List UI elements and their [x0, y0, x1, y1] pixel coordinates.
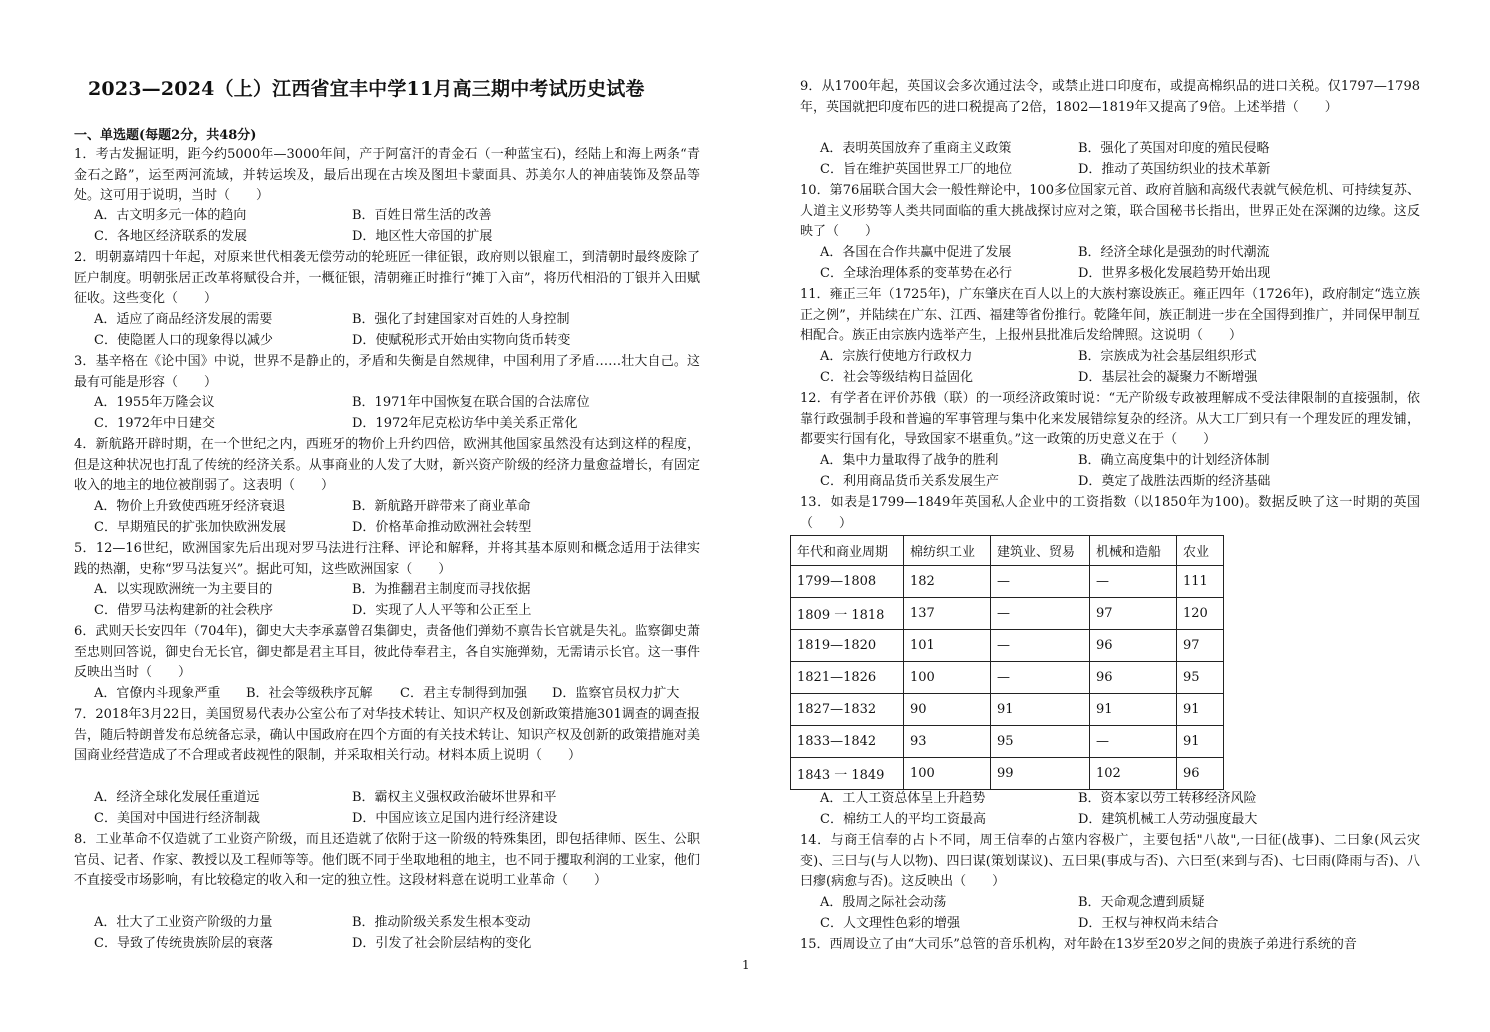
table-row	[791, 726, 1224, 758]
option-a: A．古文明多元一体的趋向	[94, 208, 247, 223]
option-a: A．1955年万隆会议	[94, 395, 215, 410]
option-c: C．君主专制得到加强	[400, 686, 527, 701]
question-14: 14．与商王信奉的占卜不同，周王信奉的占筮内容极广，主要包括"八故",一曰征(战事)、二曰象(风云灾变)、三曰与(与人以物)、四曰谋(策划谋议)、五曰果(事成与否)、六曰至(来到与否)、七曰雨(降雨与否)、八曰瘳(病愈与否)。这反映出（ ）	[800, 833, 1420, 890]
option-b: B．推动阶级关系发生根本变动	[352, 915, 531, 930]
table-row	[791, 662, 1224, 694]
question-12: 12．有学者在评价苏俄（联）的一项经济政策时说：“无产阶级专政被理解成不受法律限制的直接强制，依靠行政强制手段和普遍的军事管理与集中化来发展错综复杂的经济。从大工厂到只有一个理发匠的理发铺，都要实行国有化，导致国家不堪重负。”这一政策的历史意义在于（ ）	[800, 391, 1420, 448]
table-cell: 95	[991, 726, 1090, 758]
table-cell: 120	[1177, 598, 1224, 630]
question-9: 9．从1700年起，英国议会多次通过法令，或禁止进口印度布，或提高棉织品的进口关税。仅1797—1798年，英国就把印度布匹的进口税提高了2倍，1802—1819年又提高了9倍。上述举措（ ）	[800, 79, 1420, 115]
table-cell: 90	[904, 694, 991, 726]
option-a: A．表明英国放弃了重商主义政策	[820, 141, 1012, 156]
option-b: B．1971年中国恢复在联合国的合法席位	[352, 395, 590, 410]
option-b: B．强化了封建国家对百姓的人身控制	[352, 312, 570, 327]
table-cell: 1833—1842	[791, 726, 904, 758]
option-d: D．奠定了战胜法西斯的经济基础	[1078, 474, 1271, 489]
question-15: 15．西周设立了由“大司乐”总管的音乐机构，对年龄在13岁至20岁之间的贵族子弟进行系统的音	[800, 937, 1357, 952]
option-a: A．殷周之际社会动荡	[820, 895, 947, 910]
table-cell: 91	[1090, 694, 1177, 726]
question-5: 5．12—16世纪，欧洲国家先后出现对罗马法进行注释、评论和解释，并将其基本原则和概念适用于法律实践的热潮，史称“罗马法复兴”。据此可知，这些欧洲国家（ ）	[74, 541, 700, 577]
table-cell: —	[991, 598, 1090, 630]
option-c: C．使隐匿人口的现象得以减少	[94, 333, 273, 348]
table-cell: 182	[904, 566, 991, 598]
table-cell: 91	[1177, 694, 1224, 726]
table-cell: 97	[1177, 630, 1224, 662]
table-cell: 137	[904, 598, 991, 630]
table-row	[791, 694, 1224, 726]
option-a: A．集中力量取得了战争的胜利	[820, 453, 999, 468]
table-cell: 96	[1090, 630, 1177, 662]
table-cell: 96	[1177, 758, 1224, 790]
option-d: D．实现了人人平等和公正至上	[352, 603, 532, 618]
section-heading: 一、单选题(每题2分，共48分)	[74, 128, 257, 143]
option-c: C．早期殖民的扩张加快欧洲发展	[94, 520, 286, 535]
option-c: C．导致了传统贵族阶层的衰落	[94, 936, 273, 951]
table-cell: —	[991, 566, 1090, 598]
option-a: A．经济全球化发展任重道远	[94, 790, 260, 805]
table-row	[791, 566, 1224, 598]
option-d: D．价格革命推动欧洲社会转型	[352, 520, 532, 535]
table-cell: 1843 一 1849	[791, 758, 904, 790]
option-c: C．棉纺工人的平均工资最高	[820, 812, 986, 827]
option-b: B．为推翻君主制度而寻找依据	[352, 582, 531, 597]
table-header-row	[791, 536, 1224, 566]
table-cell: 1821—1826	[791, 662, 904, 694]
table-header-cell: 机械和造船	[1090, 536, 1177, 566]
option-d: D．监察官员权力扩大	[552, 686, 680, 701]
page-title: 2023—2024（上）江西省宜丰中学11月高三期中考试历史试卷	[88, 78, 645, 100]
option-d: D．建筑机械工人劳动强度最大	[1078, 812, 1258, 827]
option-a: A．壮大了工业资产阶级的力量	[94, 915, 273, 930]
question-11: 11．雍正三年（1725年)，广东肇庆在百人以上的大族村寨设族正。雍正四年（1726年)，政府制定“选立族正之例”，并陆续在广东、江西、福建等省份推行。乾隆年间，族正制进一步在全国得到推广，并同保甲制互相配合。族正由宗族内选举产生，上报州县批准后发给牌照。这说明（ ）	[800, 287, 1420, 344]
option-d: D．基层社会的凝聚力不断增强	[1078, 370, 1258, 385]
table-header-cell: 建筑业、贸易	[991, 536, 1090, 566]
question-6: 6．武则天长安四年（704年)，御史大夫李承嘉曾召集御史，责备他们弹劾不禀告长官就是失礼。监察御史萧至忠则回答说，御史台无长官，御史都是君主耳目，彼此侍奉君主，各自实施弹劾，无需请示长官。这一事件反映出当时（ ）	[74, 624, 700, 681]
question-1: 1．考古发掘证明，距今约5000年—3000年间，产于阿富汗的青金石（一种蓝宝石)，经陆上和海上两条“青金石之路”，运至两河流域，并转运埃及，最后出现在古埃及图坦卡蒙面具、苏美尔人的神庙装饰及祭品等处。这可用于说明，当时（ ）	[74, 147, 700, 204]
table-cell: 95	[1177, 662, 1224, 694]
question-7: 7．2018年3月22日，美国贸易代表办公室公布了对华技术转让、知识产权及创新政策措施301调查的调查报告，随后特朗普发布总统备忘录，确认中国政府在四个方面的有关技术转让、知识产权及创新的政策措施对美国商业经营造成了不合理或者歧视性的限制，并采取相关行动。材料本质上说明（ ）	[74, 707, 700, 764]
table-header-cell: 农业	[1177, 536, 1224, 566]
option-c: C．利用商品货币关系发展生产	[820, 474, 999, 489]
option-a: A．官僚内斗现象严重	[94, 686, 221, 701]
option-c: C．旨在维护英国世界工厂的地位	[820, 162, 1012, 177]
table-cell: 1819—1820	[791, 630, 904, 662]
question-4: 4．新航路开辟时期，在一个世纪之内，西班牙的物价上升约四倍，欧洲其他国家虽然没有达到这样的程度，但是这种状况也打乱了传统的经济关系。从事商业的人发了大财，新兴资产阶级的经济力量愈益增长，有固定收入的地主的地位被削弱了。这表明（ ）	[74, 437, 700, 494]
table-cell: 97	[1090, 598, 1177, 630]
question-2: 2．明朝嘉靖四十年起，对原来世代相袭无偿劳动的轮班匠一律征银，政府则以银雇工，到清朝时最终废除了匠户制度。明朝张居正改革将赋役合并，一概征银，清朝雍正时推行“摊丁入亩”，将历代相沿的丁银并入田赋征收。这些变化（ ）	[74, 250, 700, 307]
table-row	[791, 630, 1224, 662]
table-cell: 1827—1832	[791, 694, 904, 726]
option-a: A．以实现欧洲统一为主要目的	[94, 582, 273, 597]
table-cell: 93	[904, 726, 991, 758]
option-d: D．王权与神权尚未结合	[1078, 916, 1219, 931]
table-cell: —	[991, 662, 1090, 694]
option-a: A．适应了商品经济发展的需要	[94, 312, 273, 327]
option-d: D．引发了社会阶层结构的变化	[352, 936, 532, 951]
question-10: 10．第76届联合国大会一般性辩论中，100多位国家元首、政府首脑和高级代表就气候危机、可持续复苏、人道主义形势等人类共同面临的重大挑战探讨应对之策，联合国秘书长指出，世界正处在深渊的边缘。这反映了（ ）	[800, 183, 1420, 240]
option-b: B．资本家以劳工转移经济风险	[1078, 791, 1257, 806]
option-c: C．全球治理体系的变革势在必行	[820, 266, 1012, 281]
option-b: B．经济全球化是强劲的时代潮流	[1078, 245, 1270, 260]
page-number: 1	[742, 958, 750, 972]
table-cell: 99	[991, 758, 1090, 790]
table-cell: 91	[1177, 726, 1224, 758]
table-cell: 100	[904, 758, 991, 790]
option-b: B．天命观念遭到质疑	[1078, 895, 1205, 910]
table-cell: 102	[1090, 758, 1177, 790]
option-b: B．强化了英国对印度的殖民侵略	[1078, 141, 1270, 156]
table-cell: 101	[904, 630, 991, 662]
option-c: C．社会等级结构日益固化	[820, 370, 973, 385]
table-cell: —	[991, 630, 1090, 662]
option-c: C．各地区经济联系的发展	[94, 229, 247, 244]
option-b: B．宗族成为社会基层组织形式	[1078, 349, 1257, 364]
option-b: B．新航路开辟带来了商业革命	[352, 499, 531, 514]
table-cell: 1799—1808	[791, 566, 904, 598]
table-cell: 91	[991, 694, 1090, 726]
option-c: C．借罗马法构建新的社会秩序	[94, 603, 273, 618]
table-cell: 96	[1090, 662, 1177, 694]
option-a: A．宗族行使地方行政权力	[820, 349, 973, 364]
wage-index-table	[790, 535, 1224, 790]
option-b: B．霸权主义强权政治破坏世界和平	[352, 790, 557, 805]
option-c: C．1972年中日建交	[94, 416, 216, 431]
option-c: C．美国对中国进行经济制裁	[94, 811, 260, 826]
option-d: D．中国应该立足国内进行经济建设	[352, 811, 558, 826]
option-d: D．世界多极化发展趋势开始出现	[1078, 266, 1271, 281]
table-cell: 1809 一 1818	[791, 598, 904, 630]
option-a: A．物价上升致使西班牙经济衰退	[94, 499, 286, 514]
question-13: 13．如表是1799—1849年英国私人企业中的工资指数（以1850年为100)。数据反映了这一时期的英国（ ）	[800, 495, 1420, 531]
option-b: B．社会等级秩序瓦解	[246, 686, 373, 701]
option-a: A．工人工资总体呈上升趋势	[820, 791, 986, 806]
option-b: B．百姓日常生活的改善	[352, 208, 492, 223]
option-c: C．人文理性色彩的增强	[820, 916, 960, 931]
question-8: 8．工业革命不仅造就了工业资产阶级，而且还造就了依附于这一阶级的特殊集团，即包括律师、医生、公职官员、记者、作家、教授以及工程师等等。他们既不同于坐取地租的地主，也不同于攫取利润的工业家，他们不直接受市场影响，有比较稳定的收入和一定的独立性。这段材料意在说明工业革命（ ）	[74, 832, 700, 889]
option-d: D．1972年尼克松访华中美关系正常化	[352, 416, 578, 431]
table-cell: 111	[1177, 566, 1224, 598]
question-3: 3．基辛格在《论中国》中说，世界不是静止的，矛盾和失衡是自然规律，中国利用了矛盾……壮大自己。这最有可能是形容（ ）	[74, 354, 700, 390]
option-d: D．推动了英国纺织业的技术革新	[1078, 162, 1271, 177]
table-header-cell: 年代和商业周期	[791, 536, 904, 566]
option-a: A．各国在合作共赢中促进了发展	[820, 245, 1012, 260]
option-d: D．使赋税形式开始由实物向货币转变	[352, 333, 571, 348]
table-cell: —	[1090, 566, 1177, 598]
table-header-cell: 棉纺织工业	[904, 536, 991, 566]
option-d: D．地区性大帝国的扩展	[352, 229, 493, 244]
table-cell: 100	[904, 662, 991, 694]
table-row	[791, 598, 1224, 630]
table-cell: —	[1090, 726, 1177, 758]
option-b: B．确立高度集中的计划经济体制	[1078, 453, 1270, 468]
table-row	[791, 758, 1224, 790]
